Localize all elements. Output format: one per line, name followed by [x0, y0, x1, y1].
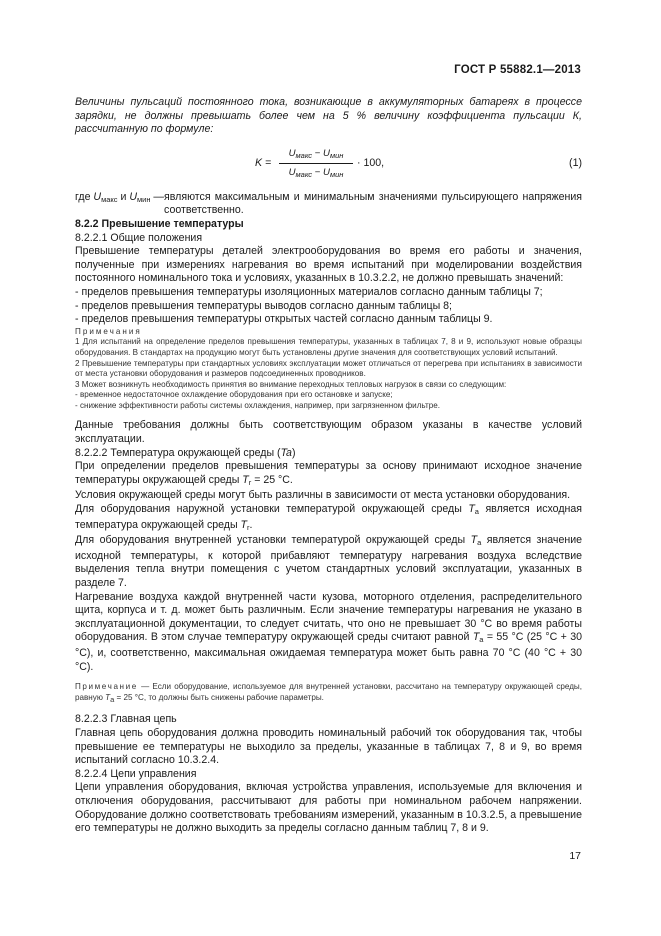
note-3: 3 Может возникнуть необходимость принятия во внимание переходных тепловых нагрузок в связи со следующим: [75, 379, 507, 389]
word: и [117, 190, 130, 203]
var: U [93, 190, 102, 203]
note-1: 1 Для испытаний на определение пределов превышения температуры, указанных в таблицах 7, 8 и 9, используют новые образцы оборудования. В стандартах на продукцию могут быть установлены другие значения для соответствующих условий испытаний. [75, 337, 582, 357]
list-item: - пределов превышения температуры изоляционных материалов согласно данным таблицы 7; [75, 285, 543, 298]
var: T [470, 534, 478, 547]
paragraph [75, 534, 582, 590]
formula-1 [75, 139, 582, 191]
intro-paragraph: Величины пульсаций постоянного тока, возникающие в аккумуляторных батареях в процессе зарядки, не должны превышать более чем на 5 % величину коэффициента пульсации К, рассчитанную по формуле: [75, 96, 582, 136]
sub: макс [101, 194, 118, 204]
sub: a [479, 635, 484, 645]
paragraph [75, 503, 582, 534]
note-2: 2 Превышение температуры при стандартных условиях эксплуатации может отличаться от перегрева при испытаниях в зависимости от места установки оборудования и размеров подсоединенных проводников. [75, 358, 582, 379]
var: T [242, 473, 249, 486]
paragraph [75, 591, 582, 675]
var: T [105, 692, 111, 702]
sub: мин [329, 150, 344, 160]
sub: мин [136, 194, 151, 204]
text: При определении пределов превышения температуры за основу принимают исходное значение температуры окружающей среды [75, 460, 582, 486]
formula-lhs: K = [255, 156, 272, 169]
formula-numerator [279, 147, 353, 165]
text: — Если оборудование, используемое для внутренней установки, рассчитано на температуру окружающей среды, равную [75, 682, 582, 702]
var: T [468, 503, 475, 516]
paragraph [75, 460, 582, 489]
var: U [323, 147, 330, 159]
text: Нагревание воздуха каждой внутренней части кузова, моторного отделения, распределительного щита, корпуса и т. д. может быть различным. Если значение температуры нагревания не указано в эксплуатационной документации, то следует считать, что оно не превышает 30 °C во время работы оборудования. В этом случае температуру окружающей среды считают равной [75, 590, 582, 644]
formula-denominator [279, 164, 353, 182]
word: где [75, 190, 94, 203]
sub: макс [295, 170, 313, 180]
paragraph: Условия окружающей среды могут быть различны в зависимости от места установки оборудования. [75, 489, 571, 502]
text: = 25 °C, то должны быть снижены рабочие параметры. [114, 692, 324, 702]
list-item: - пределов превышения температуры открытых частей согласно данным таблицы 9. [75, 313, 493, 326]
note-3-item: - снижение эффективности работы системы охлаждения, например, при загрязненном фильтре. [75, 400, 440, 410]
text: 8.2.2.2 Температура окружающей среды ( [75, 446, 281, 459]
sub: a [474, 507, 479, 517]
text: Для оборудования наружной установки температурой окружающей среды [75, 503, 469, 516]
sub: макс [295, 150, 313, 160]
notes-title: Примечания [75, 326, 142, 336]
note [75, 682, 582, 705]
document-id: ГОСТ Р 55882.1—2013 [454, 64, 581, 76]
text: является исходная температура окружающей среды [75, 503, 582, 531]
sub: a [110, 694, 115, 704]
paragraph: Главная цепь оборудования должна проводить номинальный рабочий ток оборудования так, чтобы превышение ее температуры не выходило за пределы, указанные в таблицах 7, 8 и 9, во время испытаний согласно 10.3.2.4. [75, 726, 582, 767]
subsection-heading [75, 447, 582, 461]
subsection-heading: 8.2.2.1 Общие положения [75, 231, 203, 244]
sub: r [248, 477, 252, 487]
note-3-item: - временное недостаточное охлаждение оборудования при его остановке и запуске; [75, 390, 393, 400]
where-clause [75, 191, 582, 218]
var: T [472, 631, 480, 644]
op: − [312, 167, 323, 179]
page-number: 17 [569, 850, 581, 862]
sub: a [477, 538, 482, 548]
var: Ta [280, 446, 292, 459]
dash: — [150, 190, 165, 203]
var: U [288, 147, 296, 159]
text: . [249, 518, 253, 531]
section-heading: 8.2.2 Превышение температуры [75, 217, 244, 230]
paragraph: Данные требования должны быть соответствующим образом указаны в качестве условий эксплуатации. [75, 419, 582, 446]
where-text: являются максимальным и минимальным значениями пульсирующего напряжения соответственно. [164, 190, 582, 217]
note-label: Примечание [75, 682, 138, 692]
subsection-heading: 8.2.2.4 Цепи управления [75, 767, 197, 780]
sub: r [247, 522, 250, 532]
text: ) [291, 446, 296, 459]
op: − [312, 147, 323, 159]
list-item: - пределов превышения температуры выводов согласно данным таблицы 8; [75, 299, 452, 312]
paragraph: Цепи управления оборудования, включая устройства управления, используемые для включения и отключения оборудования, рассчитывают для работы при номинальном рабочем напряжении. Оборудование должно соответствовать требованиям измерений, указанным в 10.3.2.5, а превышение его температуры не должно выходить за пределы согласно данным таблиц 7, 8 и 9. [75, 781, 582, 835]
paragraph: Превышение температуры деталей электрооборудования во время его работы и значения, полученные при измерениях нагревания во время испытаний при моделировании воздействия постоянного номинального тока и условиях, указанных в 10.3.2.2, не должно превышать значений: [75, 245, 582, 285]
var: U [323, 167, 330, 179]
text: Для оборудования внутренней установки температурой окружающей среды [75, 534, 471, 547]
var: T [240, 518, 248, 531]
text: = 55 °C (25 °C + 30 °C), и, соответственно, максимальная ожидаемая температура может быть равна 70 °C (40 °C + 30 °C). [75, 631, 582, 673]
formula-fraction [279, 147, 353, 182]
page-content [75, 96, 582, 836]
var: U [288, 167, 296, 179]
subsection-heading: 8.2.2.3 Главная цепь [75, 713, 177, 726]
var: U [129, 190, 137, 203]
text: является значение исходной температуры, к которой прибавляют температуру нагревания воздуха вследствие выделения тепла внутри помещения с учетом стандартных условий эксплуатации, указанных в разделе 7. [75, 534, 582, 589]
where-lead [75, 191, 164, 218]
text: = 25 °C. [251, 473, 293, 486]
formula-number: (1) [569, 156, 582, 169]
formula-multiplier: · 100, [357, 156, 385, 169]
sub: мин [329, 170, 344, 180]
